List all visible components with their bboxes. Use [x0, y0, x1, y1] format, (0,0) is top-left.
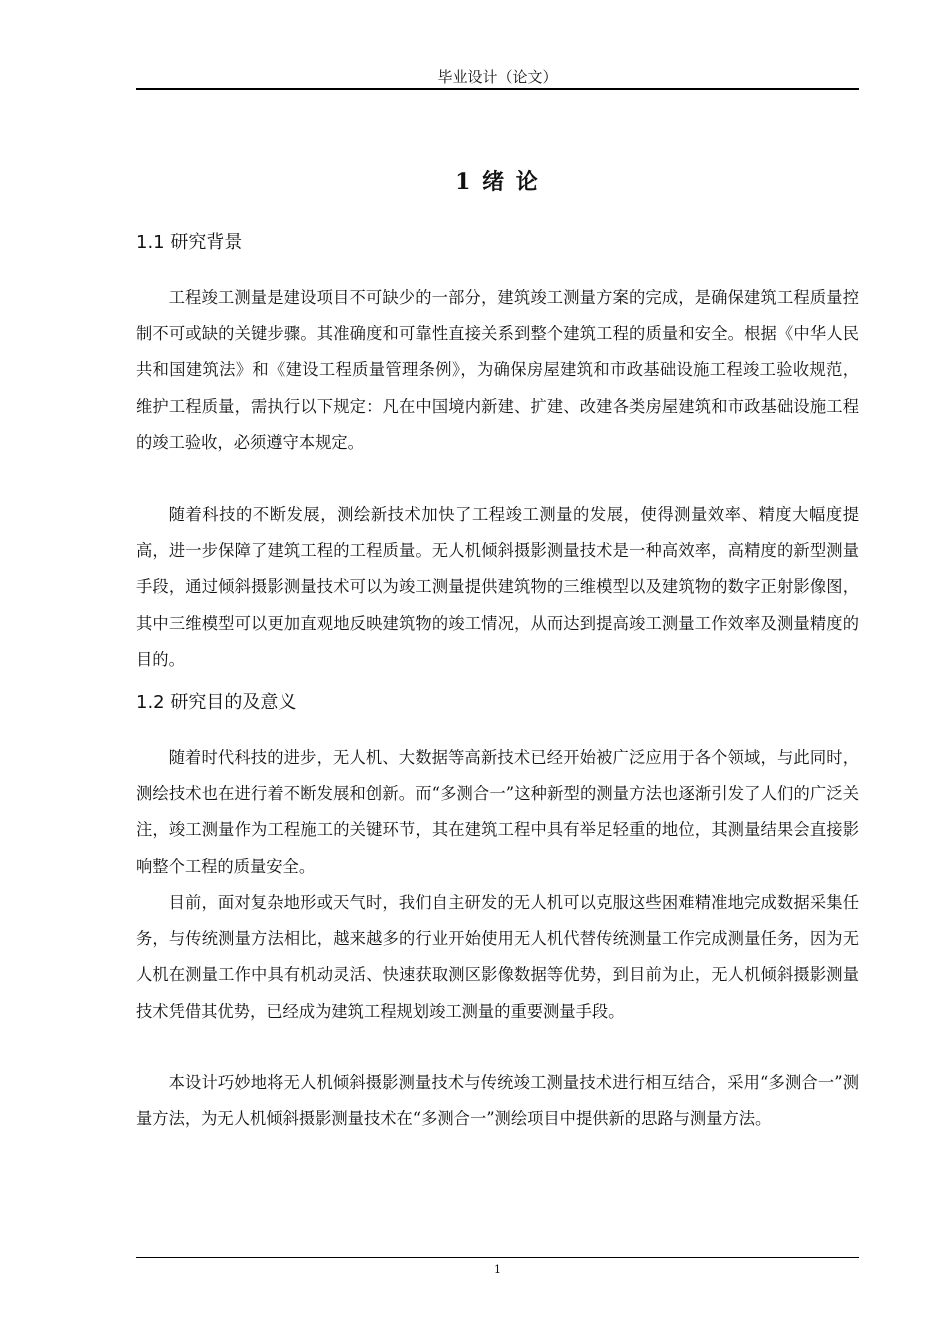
header-divider [136, 88, 859, 90]
paragraph: 目前，面对复杂地形或天气时，我们自主研发的无人机可以克服这些困难精准地完成数据采集任务，与传统测量方法相比，越来越多的行业开始使用无人机代替传统测量工作完成测量任务，因为无人机在测量工作中具有机动灵活、快速获取测区影像数据等优势，到目前为止，无人机倾斜摄影测量技术凭借其优势，已经成为建筑工程规划竣工测量的重要测量手段。 [136, 893, 859, 1021]
page-number: 1 [494, 1263, 501, 1276]
paragraph: 本设计巧妙地将无人机倾斜摄影测量技术与传统竣工测量技术进行相互结合，采用“多测合一”测量方法，为无人机倾斜摄影测量技术在“多测合一”测绘项目中提供新的思路与测量方法。 [136, 1073, 859, 1129]
page-header: 毕业设计（论文） [437, 68, 558, 86]
footer-divider [136, 1257, 859, 1258]
chapter-title: 1 绪 论 [455, 169, 540, 195]
section-heading-1-2: 1.2 研究目的及意义 [136, 692, 297, 713]
section-heading-1-1: 1.1 研究背景 [136, 232, 243, 253]
paragraph: 工程竣工测量是建设项目不可缺少的一部分，建筑竣工测量方案的完成，是确保建筑工程质量控制不可或缺的关键步骤。其准确度和可靠性直接关系到整个建筑工程的质量和安全。根据《中华人民共和国建筑法》和《建设工程质量管理条例》，为确保房屋建筑和市政基础设施工程竣工验收规范，维护工程质量，需执行以下规定：凡在中国境内新建、扩建、改建各类房屋建筑和市政基础设施工程的竣工验收，必须遵守本规定。 [136, 288, 859, 452]
paragraph: 随着时代科技的进步，无人机、大数据等高新技术已经开始被广泛应用于各个领域，与此同时，测绘技术也在进行着不断发展和创新。而“多测合一”这种新型的测量方法也逐渐引发了人们的广泛关注，竣工测量作为工程施工的关键环节，其在建筑工程中具有举足轻重的地位，其测量结果会直接影响整个工程的质量安全。 [136, 748, 859, 876]
paragraph: 随着科技的不断发展，测绘新技术加快了工程竣工测量的发展，使得测量效率、精度大幅度提高，进一步保障了建筑工程的工程质量。无人机倾斜摄影测量技术是一种高效率，高精度的新型测量手段，通过倾斜摄影测量技术可以为竣工测量提供建筑物的三维模型以及建筑物的数字正射影像图，其中三维模型可以更加直观地反映建筑物的竣工情况，从而达到提高竣工测量工作效率及测量精度的目的。 [136, 505, 859, 669]
